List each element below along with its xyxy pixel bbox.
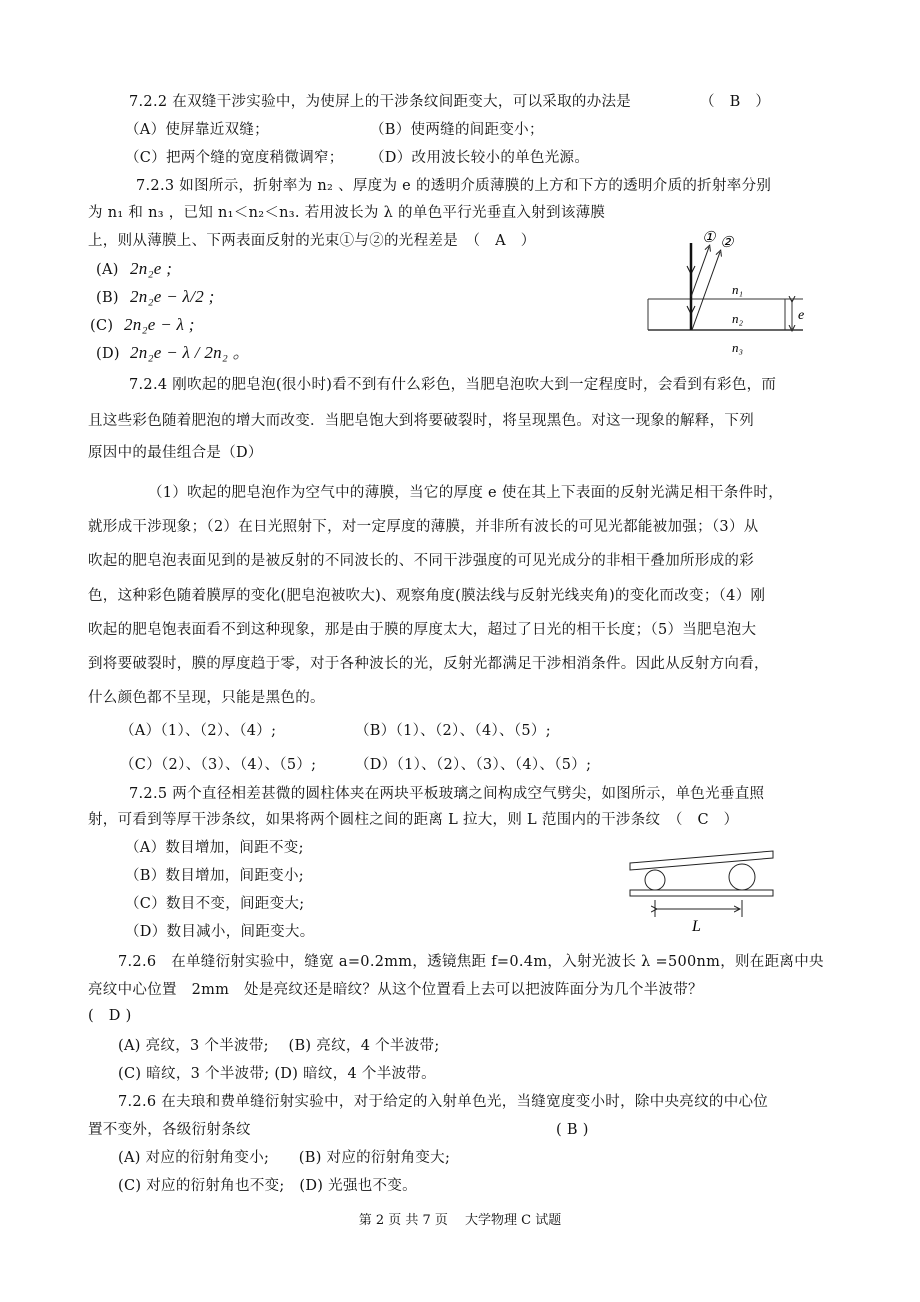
large-cylinder: [729, 864, 755, 890]
page-footer: 第 2 页 共 7 页 大学物理 C 试题: [358, 1213, 562, 1228]
q723-option-d-label: (D): [96, 346, 120, 362]
q726b-line2: 置不变外，各级衍射条纹: [88, 1122, 251, 1138]
q724-para-4: 色，这种彩色随着膜厚的变化(肥皂泡被吹大)、观察角度(膜法线与反射光线夹角)的变化而改变；（4）刚: [88, 588, 766, 604]
q724-para-5: 吹起的肥皂饱表面看不到这种现象，那是由于膜的厚度太大，超过了日光的相干长度；（5）当肥皂泡大: [88, 622, 757, 638]
q726a-answer: ( D ): [88, 1008, 132, 1024]
q725-line2: 射，可看到等厚干涉条纹，如果将两个圆柱之间的距离 L 拉大，则 L 范围内的干涉条纹 （ C ）: [88, 812, 739, 828]
q726a-options-ab: (A) 亮纹，3 个半波带; (B) 亮纹，4 个半波带;: [118, 1038, 440, 1054]
q724-para-3: 吹起的肥皂泡表面见到的是被反射的不同波长的、不同干涉强度的可见光成分的非相干叠加所形成的彩: [88, 553, 754, 569]
q725-line1: 7.2.5 两个直径相差甚微的圆柱体夹在两块平板玻璃之间构成空气劈尖，如图所示，单色光垂直照: [129, 786, 765, 802]
q726b-answer: ( B ): [556, 1122, 589, 1138]
q725-option-c: （C）数目不变，间距变大;: [125, 896, 305, 912]
q722-option-d: （D）改用波长较小的单色光源。: [370, 150, 590, 166]
q722-option-c: （C）把两个缝的宽度稍微调窄；: [125, 150, 344, 166]
q724-option-c: （C）（2）、（3）、（4）、（5）;: [120, 757, 317, 773]
q724-option-d: （D）（1）、（2）、（3）、（4）、（5）;: [355, 757, 592, 773]
beam-1-label: ①: [702, 230, 716, 246]
bottom-glass-plate: [630, 890, 773, 896]
q723-line2: 为 n₁ 和 n₃ ，已知 n₁＜n₂＜n₃. 若用波长为 λ 的单色平行光垂直入射到该薄膜: [88, 205, 606, 221]
q724-line1: 7.2.4 刚吹起的肥皂泡(很小时)看不到有什么彩色，当肥皂泡吹大到一定程度时，会看到有彩色，而: [129, 377, 777, 393]
n2-label: n₂: [732, 311, 744, 326]
q725-option-a: （A）数目增加，间距不变;: [125, 840, 304, 856]
air-wedge-diagram: [620, 845, 785, 940]
q726a-options-cd: (C) 暗纹，3 个半波带; (D) 暗纹，4 个半波带。: [118, 1066, 436, 1082]
q724-line2: 且这些彩色随着肥泡的增大而改变．当肥皂饱大到将要破裂时，将呈现黑色。对这一现象的解释，下列: [88, 413, 754, 429]
q723-line1: 7.2.3 如图所示，折射率为 n₂ 、厚度为 e 的透明介质薄膜的上方和下方的透明介质的折射率分别: [136, 178, 772, 194]
q722-stem: 7.2.2 在双缝干涉实验中，为使屏上的干涉条纹间距变大，可以采取的办法是: [129, 94, 632, 110]
q723-option-c-label: (C): [90, 318, 114, 334]
q724-option-b: （B）（1）、（2）、（4）、（5）;: [355, 723, 551, 739]
q726b-line1: 7.2.6 在夫琅和费单缝衍射实验中，对于给定的入射单色光，当缝宽度变小时，除中央亮纹的中心位: [118, 1094, 769, 1110]
q726b-options-cd: (C) 对应的衍射角也不变; (D) 光强也不变。: [118, 1178, 417, 1194]
n3-label: n₃: [732, 340, 744, 355]
q724-para-7: 什么颜色都不呈现，只能是黑色的。: [88, 690, 325, 706]
q723-line3: 上，则从薄膜上、下两表面反射的光束①与②的光程差是 （ A ）: [88, 233, 536, 249]
q724-line3: 原因中的最佳组合是（D）: [88, 445, 263, 461]
q724-option-a: （A）（1）、（2）、（4）;: [120, 723, 277, 739]
beam-2-label: ②: [720, 235, 734, 251]
q724-para-6: 到将要破裂时，膜的厚度趋于零，对于各种波长的光，反射光都满足干涉相消条件。因此从反射方向看，: [88, 656, 769, 672]
q726b-options-ab: (A) 对应的衍射角变小; (B) 对应的衍射角变大;: [118, 1150, 451, 1166]
e-label: e: [798, 308, 805, 323]
q724-para-1: （1）吹起的肥皂泡作为空气中的薄膜，当它的厚度 e 使在其上下表面的反射光满足相干条件时，: [148, 485, 784, 501]
q723-option-b: 2n₂e − λ/2 ;: [130, 287, 215, 306]
q722-option-a: （A）使屏靠近双缝；: [125, 122, 269, 138]
q725-option-b: （B）数目增加，间距变小;: [125, 868, 304, 884]
q726a-line2: 亮纹中心位置 2mm 处是亮纹还是暗纹？从这个位置看上去可以把波阵面分为几个半波带？: [88, 982, 703, 998]
q723-option-d: 2n₂e − λ / 2n₂ 。: [130, 343, 250, 362]
q723-option-a-label: (A): [96, 262, 119, 278]
thin-film-diagram: [620, 220, 820, 370]
q722-option-b: （B）使两缝的间距变小；: [370, 122, 544, 138]
small-cylinder: [645, 870, 665, 890]
q722-answer: （ B ）: [700, 94, 771, 110]
reflected-ray-2: [692, 252, 720, 330]
q725-option-d: （D）数目减小，间距变大。: [125, 924, 315, 940]
top-glass-plate: [630, 851, 773, 870]
q724-para-2: 就形成干涉现象；（2）在日光照射下，对一定厚度的薄膜，并非所有波长的可见光都能被加强；（3）从: [88, 519, 759, 535]
q723-option-a: 2n₂e ;: [130, 259, 173, 278]
q723-option-c: 2n₂e − λ ;: [124, 315, 195, 334]
n1-label: n₁: [732, 282, 744, 297]
q726a-line1: 7.2.6 在单缝衍射实验中，缝宽 a=0.2mm，透镜焦距 f=0.4m，入射光波长 λ =500nm，则在距离中央: [118, 954, 824, 970]
q723-option-b-label: (B): [96, 290, 119, 306]
L-label: L: [692, 918, 701, 935]
